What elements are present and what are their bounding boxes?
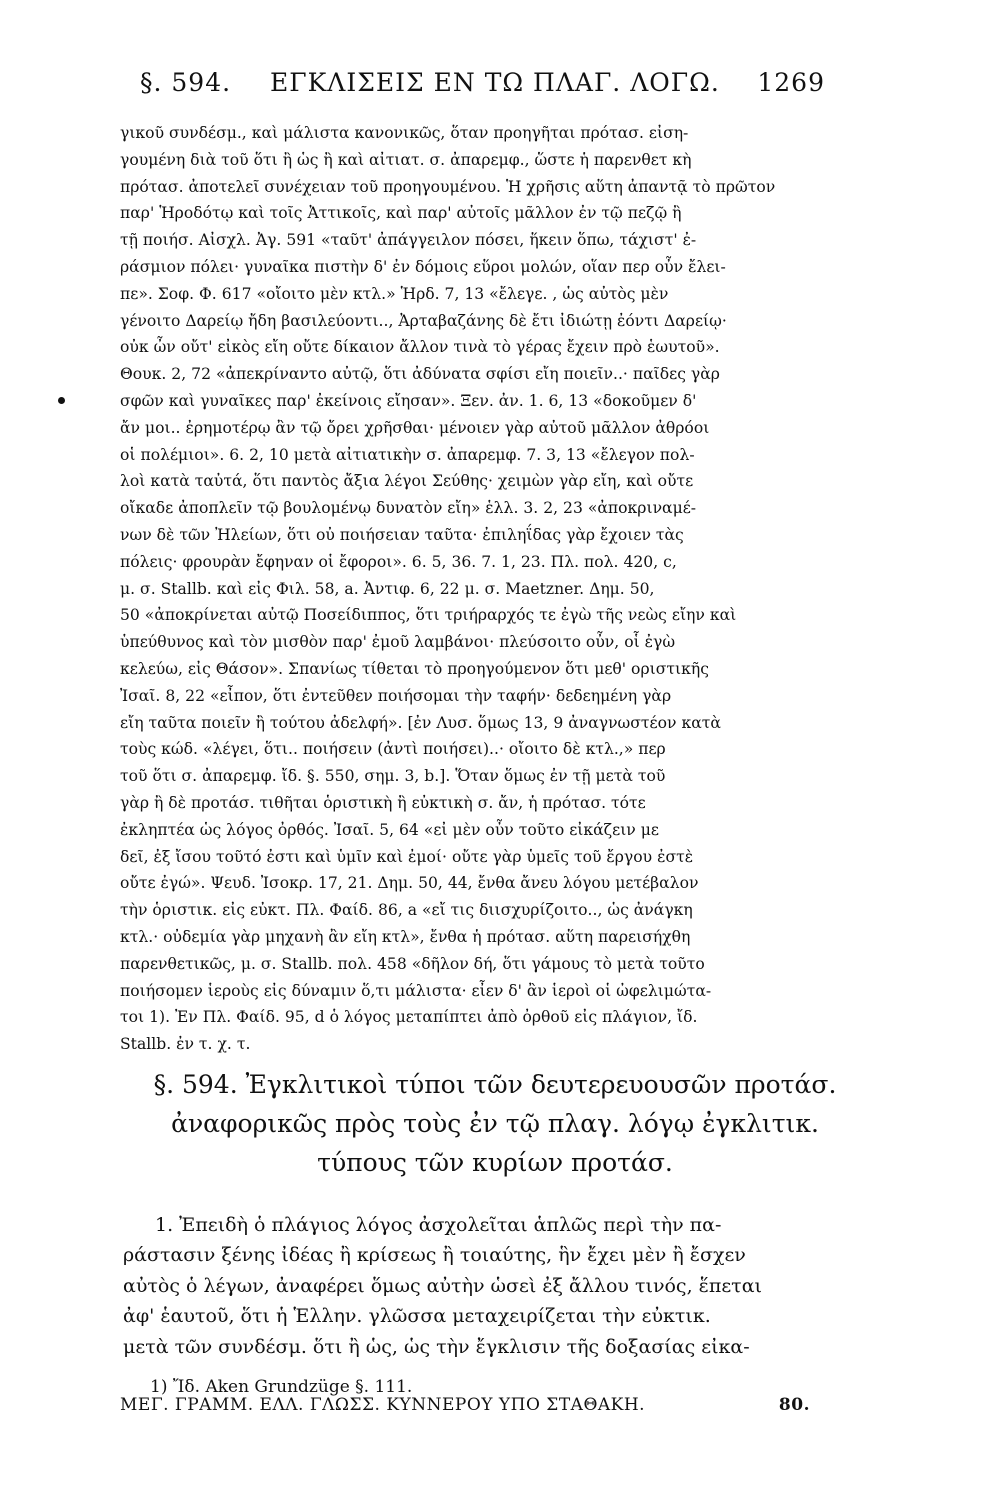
text-line: ἄν μοι.. ἐρημοτέρῳ ἂν τῷ ὄρει χρῆσθαι· μένοιεν γὰρ αὐτοῦ μᾶλλον ἀθρόοι [120,418,710,437]
text-line: τοῦ ὅτι σ. ἀπαρεμφ. ἴδ. §. 550, σημ. 3, b.]. Ὅταν ὅμως ἐν τῇ μετὰ τοῦ [120,767,666,786]
text-line: ράστασιν ξένης ἰδέας ἢ κρίσεως ἢ τοιαύτης, ἣν ἔχει μὲν ἢ ἔσχεν [123,1244,746,1267]
footnote: 1) Ἴδ. Aken Grundzüge §. 111. [150,1377,413,1397]
text-line: παρενθετικῶς, μ. σ. Stallb. πολ. 458 «δῆλον δή, ὅτι γάμους τὸ μετὰ τοῦτο [120,954,705,973]
text-line: εἴη ταῦτα ποιεῖν ἢ τούτου ἀδελφή». [ἐν Λυσ. ὅμως 13, 9 ἀναγνωστέον κατὰ [120,713,721,732]
header-title: ΕΓΚΛΙΣΕΙΣ ΕΝ ΤΩ ΠΛΑΓ. ΛΟΓΩ. [270,68,720,97]
text-line: τῇ ποιήσ. Αἰσχλ. Ἀγ. 591 «ταῦτ' ἀπάγγειλον πόσει, ἥκειν ὅπω, τάχιστ' ἐ- [120,231,697,250]
text-line: αὐτὸς ὁ λέγων, ἀναφέρει ὅμως αὐτὴν ὡσεὶ ἐξ ἄλλου τινός, ἕπεται [123,1274,762,1297]
text-line: Stallb. ἐν τ. χ. τ. [120,1035,251,1054]
text-line: τὴν ὁριστικ. εἰς εὐκτ. Πλ. Φαίδ. 86, a «εἴ τις διισχυρίζοιτο.., ὡς ἀνάγκη [120,901,693,920]
text-line: Ἰσαῖ. 8, 22 «εἶπον, ὅτι ἐντεῦθεν ποιήσομαι τὴν ταφήν· δεδεημένη γὰρ [120,686,672,705]
text-line: ὑπεύθυνος καὶ τὸν μισθὸν παρ' ἐμοῦ λαμβάνοι· πλεύσοιτο οὖν, οἷ ἐγὼ [120,633,676,652]
text-line: πόλεις· φρουρὰν ἔφηναν οἱ ἔφοροι». 6. 5, 36. 7. 1, 23. Πλ. πολ. 420, c, [120,552,677,571]
running-header [140,68,825,108]
header-page-number: 1269 [757,68,825,97]
heading-line: τύπους τῶν κυρίων προτάσ. [317,1148,673,1177]
text-line: τοὺς κώδ. «λέγει, ὅτι.. ποιήσειν (ἀντὶ ποιήσει)..· οἴοιτο δὲ κτλ.,» περ [120,740,666,759]
text-line: οὔτε ἐγώ». Ψευδ. Ἰσοκρ. 17, 21. Δημ. 50, 44, ἔνθα ἄνευ λόγου μετέβαλον [120,874,699,893]
header-section-number: §. 594. [140,68,232,97]
text-line: κτλ.· οὐδεμία γὰρ μηχανὴ ἂν εἴη κτλ», ἔνθα ἡ πρότασ. αὕτη παρεισήχθη [120,927,691,946]
heading-line: ἀναφορικῶς πρὸς τοὺς ἐν τῷ πλαγ. λόγῳ ἐγκλιτικ. [171,1109,819,1138]
small-print-body [120,120,820,1058]
text-line: Θουκ. 2, 72 «ἀπεκρίναντο αὐτῷ, ὅτι ἀδύνατα σφίσι εἴη ποιεῖν..· παῖδες γὰρ [120,365,720,384]
text-line: ἐκληπτέα ὡς λόγος ὀρθός. Ἰσαῖ. 5, 64 «εἰ μὲν οὖν τοῦτο εἰκάζειν με [120,820,659,839]
heading-line: §. 594. Ἐγκλιτικοὶ τύποι τῶν δευτερευουσῶν προτάσ. [153,1070,837,1099]
text-line: δεῖ, ἐξ ἴσου τοῦτό ἐστι καὶ ὑμῖν καὶ ἐμοί· οὔτε γὰρ ὑμεῖς τοῦ ἔργου ἐστὲ [120,847,694,866]
text-line: γουμένη διὰ τοῦ ὅτι ἢ ὡς ἢ καὶ αἰτιατ. σ. ἀπαρεμφ., ὥστε ἡ παρενθετ κὴ [120,150,692,169]
text-line: πρότασ. ἀποτελεῖ συνέχειαν τοῦ προηγουμένου. Ἡ χρῆσις αὕτη ἀπαντᾷ τὸ πρῶτον [120,177,776,196]
text-line: ράσμιον πόλει· γυναῖκα πιστὴν δ' ἐν δόμοις εὕροι μολών, οἵαν περ οὖν ἔλει- [120,257,726,276]
text-line: οἴκαδε ἀποπλεῖν τῷ βουλομένῳ δυνατὸν εἴη» ἑλλ. 3. 2, 23 «ἀποκριναμέ- [120,499,697,518]
text-line: ποιήσομεν ἱεροὺς εἰς δύναμιν ὅ,τι μάλιστα· εἶεν δ' ἂν ἱεροὶ οἱ ὠφελιμώτα- [120,981,712,1000]
text-line: μετὰ τῶν συνδέσμ. ὅτι ἢ ὡς, ὡς τὴν ἔγκλισιν τῆς δοξασίας εἰκα- [123,1335,750,1358]
text-line: μ. σ. Stallb. καὶ εἰς Φιλ. 58, a. Ἀντιφ. 6, 22 μ. σ. Maetzner. Δημ. 50, [120,579,655,598]
text-line: 1. Ἐπειδὴ ὁ πλάγιος λόγος ἀσχολεῖται ἁπλῶς περὶ τὴν πα- [155,1214,722,1236]
footer-sheet-number: 80. [778,1395,810,1415]
page-footer [120,1395,810,1423]
main-body-text [123,1210,818,1362]
text-line: λοὶ κατὰ ταὐτά, ὅτι παντὸς ἄξια λέγοι Σεύθης· χειμὼν γὰρ εἴη, καὶ οὔτε [120,472,694,491]
section-heading [150,1065,840,1182]
footer-signature: ΜΕΓ. ΓΡΑΜΜ. ΕΛΛ. ΓΛΩΣΣ. ΚΥΝΝΕΡΟΥ ΥΠΟ ΣΤΑΘΑΚΗ. [120,1395,646,1415]
text-line: σφῶν καὶ γυναῖκες παρ' ἐκείνοις εἴησαν». Ξεν. ἀν. 1. 6, 13 «δοκοῦμεν δ' [120,391,697,410]
text-line: 50 «ἀποκρίνεται αὐτῷ Ποσείδιππος, ὅτι τριήραρχός τε ἐγὼ τῆς νεὼς εἴην καὶ [120,606,737,625]
text-line: κελεύω, εἰς Θάσον». Σπανίως τίθεται τὸ προηγούμενον ὅτι μεθ' οριστικῆς [120,659,709,678]
text-line: οὐκ ὦν οὔτ' εἰκὸς εἴη οὔτε δίκαιον ἄλλον τινὰ τὸ γέρας ἔχειν πρὸ ἑωυτοῦ». [120,338,720,357]
text-line: τοι 1). Ἐν Πλ. Φαίδ. 95, d ὁ λόγος μεταπίπτει ἀπὸ ὀρθοῦ εἰς πλάγιον, ἴδ. [120,1008,698,1027]
text-line: γένοιτο Δαρείῳ ἤδη βασιλεύοντι.., Ἀρταβαζάνης δὲ ἔτι ἰδιώτῃ ἐόντι Δαρείῳ· [120,311,727,330]
text-line: παρ' Ἡροδότῳ καὶ τοῖς Ἀττικοῖς, καὶ παρ' αὐτοῖς μᾶλλον ἐν τῷ πεζῷ ἢ [120,204,682,223]
text-line: ἀφ' ἑαυτοῦ, ὅτι ἡ Ἑλλην. γλῶσσα μεταχειρίζεται τὴν εὐκτικ. [123,1305,711,1328]
text-line: οἱ πολέμιοι». 6. 2, 10 μετὰ αἰτιατικὴν σ. ἀπαρεμφ. 7. 3, 13 «ἔλεγον πολ- [120,445,695,464]
text-line: γὰρ ἢ δὲ προτάσ. τιθῆται ὁριστικὴ ἢ εὐκτικὴ σ. ἄν, ἡ πρότασ. τότε [120,793,646,812]
text-line: γικοῦ συνδέσμ., καὶ μάλιστα κανονικῶς, ὅταν προηγῆται πρότασ. εἰση- [120,124,689,142]
text-line: νων δὲ τῶν Ἠλείων, ὅτι οὐ ποιήσειαν ταῦτα· ἐπιληΐδας γὰρ ἔχοιεν τὰς [120,525,684,544]
text-line: πε». Σοφ. Φ. 617 «οἴοιτο μὲν κτλ.» Ἡρδ. 7, 13 «ἔλεγε. , ὡς αὐτὸς μὲν [120,284,669,303]
margin-mark [58,397,65,404]
